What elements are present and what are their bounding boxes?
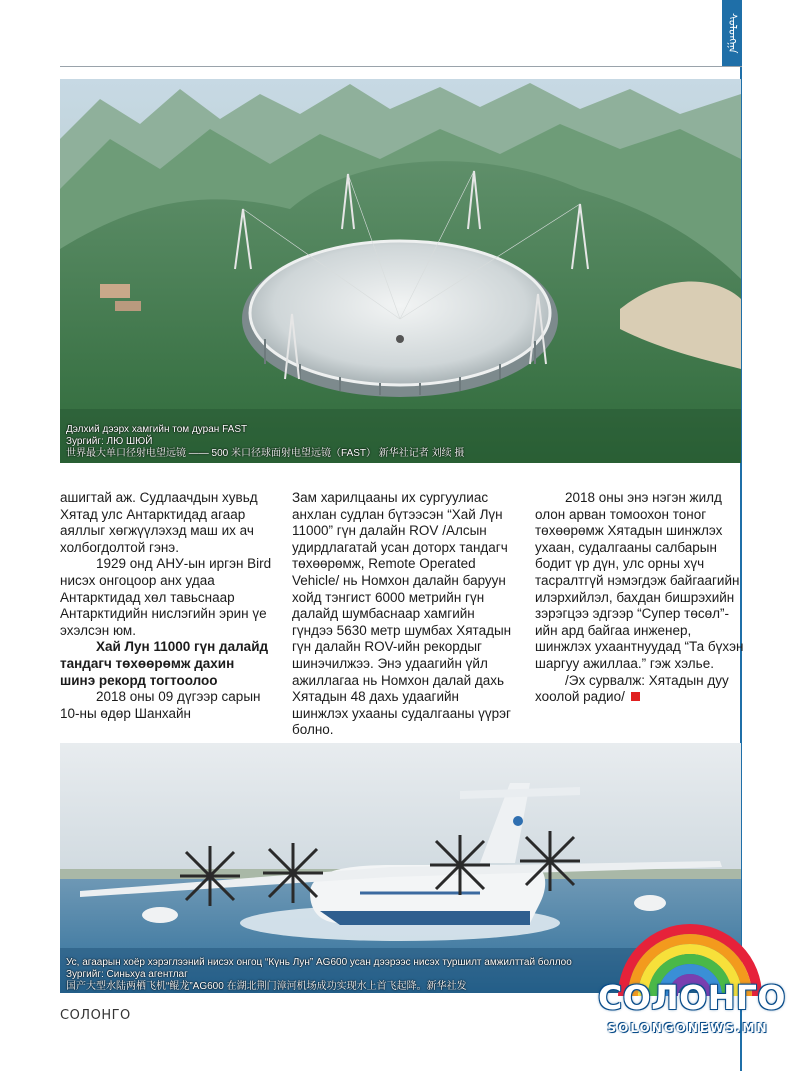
top-photo-caption-title: Дэлхий дээрх хамгийн том дуран FAST [66,424,248,435]
bottom-photo-caption-chinese: 国产大型水陆两栖飞机“鲲龙”AG600 在湖北荆门漳河机场成功实现水上首飞起降。新华社发 [66,981,467,992]
col2-paragraph-1: Зам харилцааны их сургуулиас анхлан судлан бүтээсэн “Хай Лүн 11000” гүн далайн ROV /Алсын удирдлагатай усан доторх тандагч төхөөрөмж, Remote Operated Vehicle/ нь Номхон далайн баруун хойд тэнгист 6000 метрийн гүн далайд шумбаснаар хамгийн гүндээ 5630 метр шумбах Хятадын гүн далайн ROV-ийн рекордыг шинэчилжээ. Энэ удаагийн үйл ажиллагаа нь Номхон далай дахь Хятадын 48 дахь удаагийн шинжлэх ухааны судалгааны үүрэг болно. [292,490,512,738]
top-photo-caption-credit: Зургийг: ЛЮ ШЮЙ [66,436,153,447]
top-divider [60,66,742,67]
article-column-3 [535,490,747,706]
fast-telescope-photo [60,79,741,463]
bottom-photo-caption-credit: Зургийг: Синьхуа агентлаг [66,969,188,980]
source-text: /Эх сурвалж: Хятадын дуу хоолой радио/ [535,672,729,705]
logo-wordmark: СОЛОНГО [598,978,786,1017]
end-mark-icon [631,692,640,701]
col3-source [535,673,747,706]
top-photo-caption-chinese: 世界最大单口径射电望远镜 —— 500 米口径球面射电望远镜（FAST） 新华社记者 刘续 摄 [66,448,465,459]
col1-subheading [60,639,272,689]
article-column-2 [292,490,518,739]
col3-paragraph-1: 2018 оны энэ нэгэн жилд олон арван томоохон тоног төхөөрөмж Хятадын шинжлэх ухаан, судалгааны салбарын бодит үр дүн, улс орны хүч тасралтгүй нэмэгдэж байгаагийн илэрхийлэл, бахдан бишрэхийн зэрэгцээ эдгээр “Супер төсөл”-ийн ард байгаа инженер, шинжлэх ухаантнуудад “Та бүхэн шаргуу ажиллаа.” гэж хэлье. [535,490,744,671]
bottom-photo-caption-title: Ус, агаарын хоёр хэрэглээний нисэх онгоц “Күнь Лун” AG600 усан дээрээс нисэх туршилт амжилттай боллоо [66,957,572,968]
section-tab [722,0,742,66]
col1-paragraph-1: ашигтай аж. Судлаачдын хувьд Хятад улс Антарктидад агаар аяллыг хөгжүүлэхэд маш их ач холбогдолтой гэнэ. [60,490,258,555]
subheading-text: Хай Лун 11000 гүн далайд тандагч төхөөрөмж дахин шинэ рекорд тогтоолоо [60,639,269,688]
col1-paragraph-3: 2018 оны 09 дүгээр сарын 10-ны өдөр Шанхайн [60,689,261,721]
section-tab-label: ᠰᠣᠯᠣᠩᠭ᠋ᠠ [726,12,739,54]
article-column-1 [60,490,272,722]
publication-name: СОЛОНГО [60,1008,131,1023]
col1-paragraph-2: 1929 онд АНУ-ын иргэн Bird нисэх онгоцоор анх удаа Антарктидад хөл тавьснаар Антарктидийн нислэгийн эрин үе эхэлсэн юм. [60,556,272,638]
logo-url: SOLONGONEWS.MN [607,1021,769,1035]
